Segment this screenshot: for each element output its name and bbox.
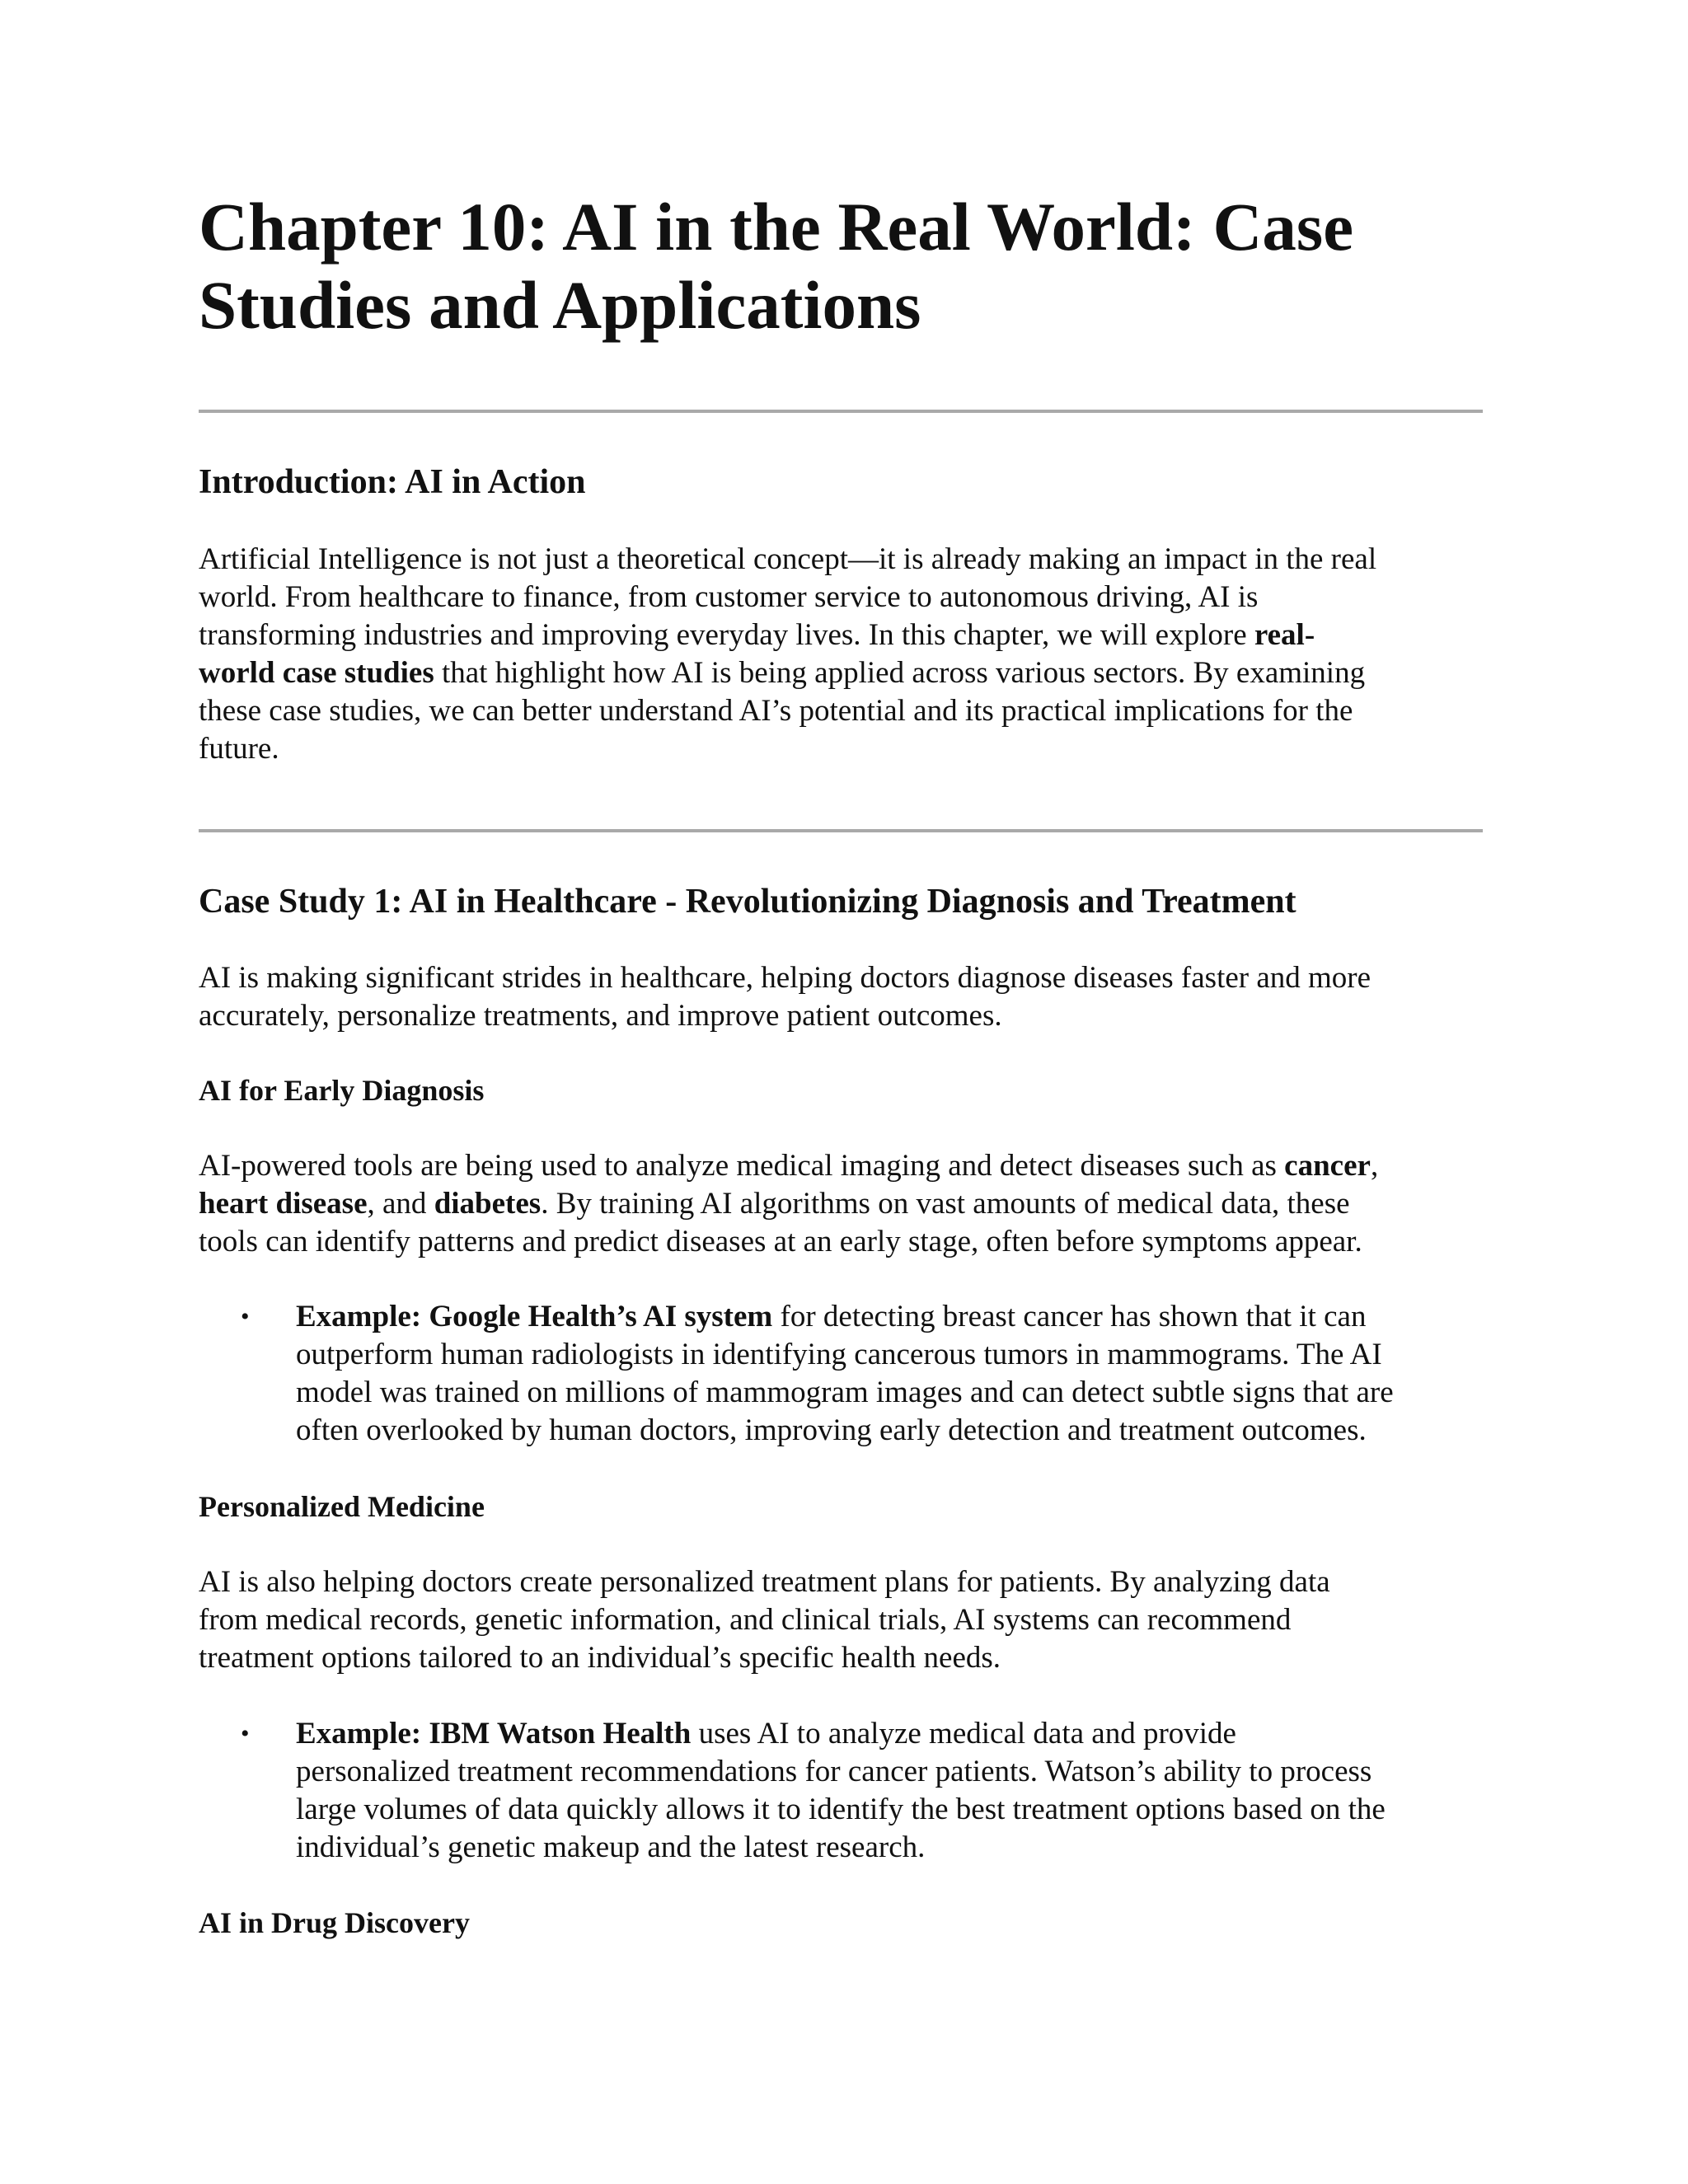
introduction-heading: Introduction: AI in Action: [199, 463, 586, 501]
horizontal-rule: [199, 410, 1483, 413]
text-run: transforming industries and improving everyday lives. In this chapter, we will explore: [199, 618, 1254, 652]
text-run: ,: [1370, 1149, 1379, 1183]
bullet-icon: •: [241, 1303, 250, 1330]
text-line: individual’s genetic makeup and the latest research.: [296, 1830, 926, 1864]
bold-term: Example: Google Health’s AI system: [296, 1300, 773, 1333]
drug-discovery-heading: AI in Drug Discovery: [199, 1906, 470, 1939]
text-run: for detecting breast cancer has shown that it can: [772, 1300, 1367, 1333]
bold-term: cancer: [1284, 1149, 1371, 1183]
bold-term: world case studies: [199, 656, 434, 690]
text-line: large volumes of data quickly allows it to identify the best treatment options based on the: [296, 1793, 1386, 1826]
text-run: , and: [367, 1187, 434, 1221]
text-run: . By training AI algorithms on vast amounts of medical data, these: [541, 1187, 1350, 1221]
text-line: outperform human radiologists in identifying cancerous tumors in mammograms. The AI: [296, 1338, 1382, 1371]
text-line: treatment options tailored to an individual’s specific health needs.: [199, 1641, 1001, 1675]
text-line: often overlooked by human doctors, improving early detection and treatment outcomes.: [296, 1413, 1367, 1447]
chapter-title-line-1: Chapter 10: AI in the Real World: Case: [199, 189, 1354, 265]
bold-term: diabetes: [434, 1187, 542, 1221]
text-line: [199, 1147, 1378, 1185]
text-line: [296, 1715, 1236, 1753]
bullet-icon: •: [241, 1720, 250, 1747]
text-line: model was trained on millions of mammogram images and can detect subtle signs that are: [296, 1376, 1394, 1409]
chapter-title-line-2: Studies and Applications: [199, 267, 921, 343]
text-line: from medical records, genetic information, and clinical trials, AI systems can recommend: [199, 1603, 1292, 1637]
bold-term: heart disease: [199, 1187, 368, 1221]
chapter-title: [199, 188, 1484, 344]
text-line: AI is making significant strides in healthcare, helping doctors diagnose diseases faster and more: [199, 961, 1372, 995]
text-line: [199, 654, 1365, 692]
text-line: Artificial Intelligence is not just a theoretical concept—it is already making an impact in the real: [199, 542, 1377, 576]
early-diagnosis-heading: AI for Early Diagnosis: [199, 1074, 485, 1107]
text-run: uses AI to analyze medical data and provide: [691, 1717, 1236, 1750]
text-run: AI-powered tools are being used to analyze medical imaging and detect diseases such as: [199, 1149, 1285, 1183]
text-line: [199, 1185, 1350, 1223]
text-line: these case studies, we can better understand AI’s potential and its practical implications for the: [199, 694, 1353, 728]
text-line: [296, 1298, 1366, 1336]
text-line: tools can identify patterns and predict diseases at an early stage, often before symptoms appear.: [199, 1225, 1362, 1258]
text-line: [199, 616, 1315, 654]
text-line: future.: [199, 732, 279, 766]
horizontal-rule: [199, 829, 1483, 832]
text-line: personalized treatment recommendations for cancer patients. Watson’s ability to process: [296, 1755, 1372, 1788]
text-line: world. From healthcare to finance, from customer service to autonomous driving, AI is: [199, 580, 1259, 614]
text-line: AI is also helping doctors create personalized treatment plans for patients. By analyzing data: [199, 1565, 1330, 1599]
case-study-1-heading: Case Study 1: AI in Healthcare - Revolutionizing Diagnosis and Treatment: [199, 883, 1296, 921]
personalized-medicine-heading: Personalized Medicine: [199, 1490, 485, 1523]
bold-term: Example: IBM Watson Health: [296, 1717, 692, 1750]
bold-term: real-: [1254, 618, 1315, 652]
text-line: accurately, personalize treatments, and improve patient outcomes.: [199, 999, 1002, 1033]
text-run: that highlight how AI is being applied across various sectors. By examining: [434, 656, 1366, 690]
